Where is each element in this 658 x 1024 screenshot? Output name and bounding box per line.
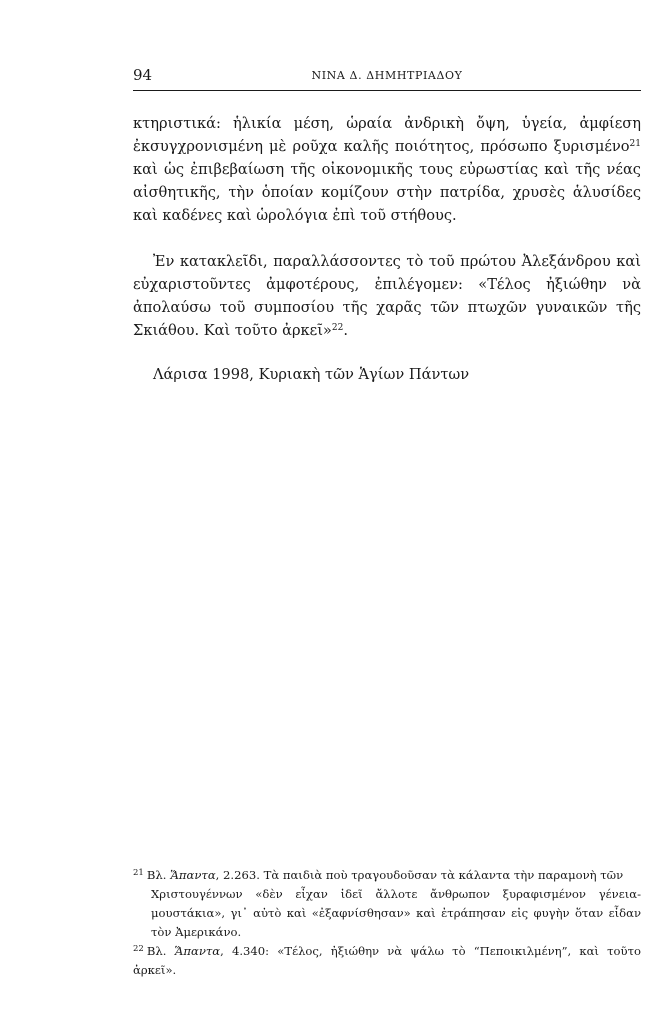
footnote-work-title: Ἅπαντα [170, 868, 216, 882]
running-head: ΝΙΝΑ Δ. ΔΗΜΗΤΡΙΑΔΟΥ [311, 69, 463, 82]
paragraph-2 [133, 250, 641, 342]
footnote-text: , 2.263. Τὰ παιδιὰ ποὺ τραγουδοῦσαν τὰ κάλαντα τὴν παραμονὴ τῶν [215, 868, 624, 882]
footnote-text: , 4.340: «Τέλος, ἠξιώθην νὰ ψάλω τὸ “Πεποικιλμένη”, καὶ τοῦτο ἀρκεῖ». [133, 944, 641, 977]
footnote-number: 21 [133, 868, 144, 878]
paragraph-1 [133, 112, 641, 227]
footnote-text-continued: Χριστουγέννων «δὲν εἶχαν ἰδεῖ ἄλλοτε ἄνθρωπον ξυραφισμένον γένεια-μουστάκια», γι᾽ αὐτὸ καὶ «ἐξαφνίσθησαν» καὶ ἐτράπησαν εἰς φυγὴν ὅταν εἶδαν τὸν Ἀμερικάνο. [151, 887, 641, 939]
footnote-22 [133, 942, 641, 980]
main-text [133, 112, 641, 386]
paragraph-2-text-a: Ἐν κατακλεῖδι, παραλλάσσοντες τὸ τοῦ πρώτου Ἀλεξάνδρου καὶ εὐχαριστοῦντες ἀμφοτέρους, ἐπιλέγομεν: «Τέλος ἠξιώθην νὰ ἀπολαύσω τοῦ συμποσίου τῆς χαρᾶς τῶν πτωχῶν γυναικῶν τῆς Σκιάθου. Καὶ τοῦτο ἀρκεῖ» [133, 253, 641, 339]
paragraph-1-text-a: κτηριστικά: ἡλικία μέση, ὡραία ἀνδρικὴ ὄψη, ὑγεία, ἀμφίεση ἐκσυγχρονισμένη μὲ ροῦχα καλῆς ποιότητος, πρόσωπο ξυρισμένο [133, 115, 641, 155]
footnote-21 [133, 866, 641, 942]
paragraph-1-text-b: καὶ ὡς ἐπιβεβαίωση τῆς οἰκονομικῆς τους εὐρωστίας καὶ τῆς νέας αἰσθητικῆς, τὴν ὁποίαν κομίζουν στὴν πατρίδα, χρυσὲς ἁλυσίδες καὶ καδένες καὶ ὡρολόγια ἐπὶ τοῦ στήθους. [133, 161, 641, 224]
paragraph-2-text-b: . [343, 322, 348, 339]
footnote-ref-22[interactable]: 22 [331, 323, 344, 333]
footnotes [133, 866, 641, 980]
page-header [133, 66, 641, 91]
footnote-lead: Βλ. [146, 868, 171, 882]
footnote-continuation [133, 885, 641, 942]
footnote-work-title: Ἅπαντα [174, 944, 221, 958]
footnote-ref-21[interactable]: 21 [629, 139, 641, 149]
page-number: 94 [133, 66, 153, 84]
dateline: Λάρισα 1998, Κυριακὴ τῶν Ἁγίων Πάντων [153, 366, 470, 383]
footnote-number: 22 [133, 944, 144, 954]
footnote-lead: Βλ. [146, 944, 175, 958]
